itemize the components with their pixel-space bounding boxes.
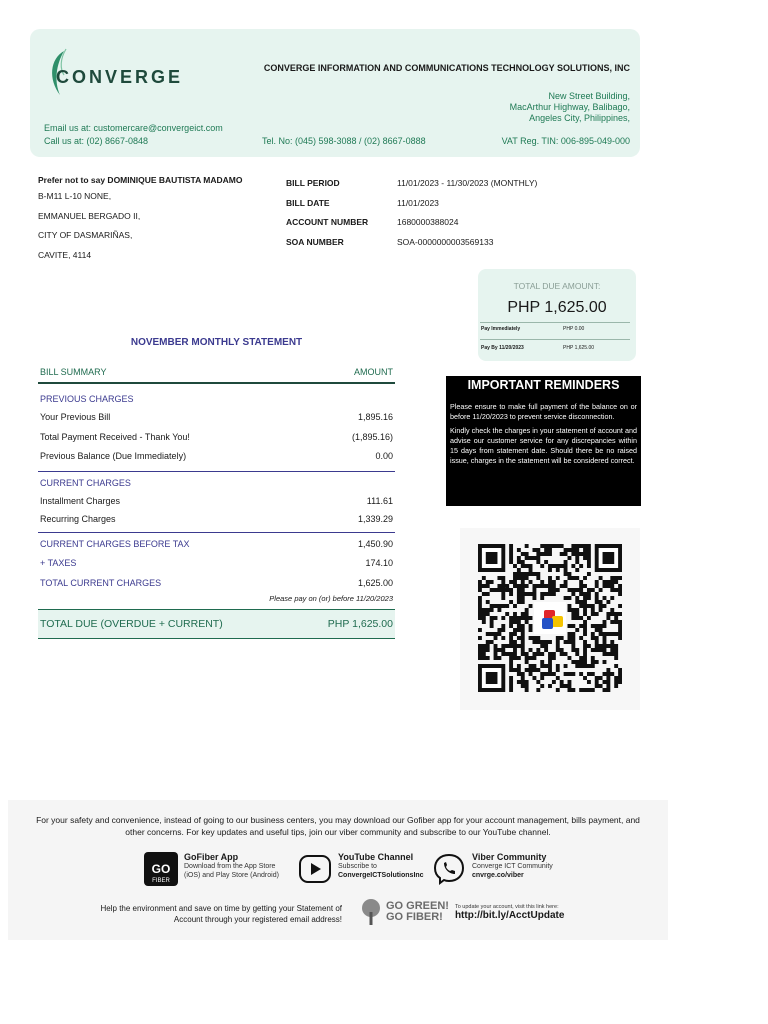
account-number-label: ACCOUNT NUMBER	[286, 217, 369, 227]
youtube-line: Subscribe to	[338, 863, 377, 870]
table-row	[38, 510, 395, 528]
row-label: CURRENT CHARGES BEFORE TAX	[40, 538, 190, 549]
pay-immediately-value: PHP 0.00	[563, 326, 585, 332]
viber-line: Converge ICT Community	[472, 863, 553, 870]
table-row	[38, 447, 395, 467]
total-due-amount: PHP 1,625.00	[507, 299, 607, 316]
reminder-text: Kindly check the charges in your statement of account and advise our customer service for any discrepancies within 15 days from statement date. Should there be no raised issue, charges in the statement will be considered correct.	[450, 426, 637, 465]
pay-before-note: Please pay on (or) before 11/20/2023	[269, 594, 393, 603]
total-due-label: TOTAL DUE (OVERDUE + CURRENT)	[40, 618, 223, 630]
table-row	[38, 428, 395, 448]
account-update-link[interactable]: http://bit.ly/AcctUpdate	[454, 909, 565, 921]
gofiber-icon-fiber: FIBER	[152, 878, 170, 884]
customer-address-line: CITY OF DASMARIÑAS,	[38, 230, 133, 240]
row-label: Your Previous Bill	[40, 412, 111, 422]
youtube-title: YouTube Channel	[338, 852, 414, 862]
row-value: (1,895.16)	[351, 431, 393, 442]
row-value: 0.00	[375, 451, 393, 461]
reminders-title: IMPORTANT REMINDERS	[467, 378, 620, 392]
total-current-row	[38, 574, 395, 594]
soa-number-label: SOA NUMBER	[286, 236, 344, 247]
bill-date-row	[286, 198, 537, 218]
row-value: 174.10	[365, 558, 393, 568]
bill-date-value: 11/01/2023	[397, 197, 439, 208]
total-due-value: PHP 1,625.00	[327, 618, 393, 630]
total-due-box	[478, 269, 636, 361]
total-due-title: TOTAL DUE AMOUNT:	[513, 281, 601, 291]
gofiber-icon-go: GO	[151, 862, 171, 876]
customer-address-block	[38, 175, 268, 265]
reminder-text: Please ensure to make full payment of the balance on or before 11/20/2023 to prevent service disconnection.	[450, 402, 637, 421]
tel-numbers: Tel. No: (045) 598-3088 / (02) 8667-0888	[262, 136, 426, 146]
account-number-row	[286, 217, 537, 237]
email-contact[interactable]: Email us at: customercare@convergeict.com	[44, 123, 223, 133]
customer-name: Prefer not to say DOMINIQUE BAUTISTA MADAMO	[38, 175, 243, 185]
viber-phone-icon	[432, 852, 466, 886]
row-value: 111.61	[366, 495, 393, 506]
vat-registration: VAT Reg. TIN: 006-895-049-000	[501, 136, 630, 146]
youtube-promo[interactable]	[298, 852, 424, 886]
qr-code-icon[interactable]	[478, 544, 622, 692]
pay-immediately-row	[481, 326, 584, 332]
row-value: 1,895.16	[357, 412, 393, 422]
go-green-help-text: Help the environment and save on time by getting your Statement of Account through your registered email address!	[100, 904, 342, 924]
gofiber-title: GoFiber App	[184, 852, 239, 862]
youtube-channel-name: ConvergeICTSolutionsInc	[338, 872, 424, 879]
row-value: 1,339.29	[357, 513, 393, 524]
gofiber-line: (iOS) and Play Store (Android)	[184, 872, 279, 879]
header-banner	[30, 29, 640, 157]
address-line: New Street Building,	[548, 91, 630, 101]
total-due-row	[38, 609, 395, 639]
table-header	[38, 362, 395, 384]
row-label: Recurring Charges	[40, 513, 116, 524]
address-line: MacArthur Highway, Balibago,	[509, 102, 630, 112]
go-fiber-text: GO FIBER!	[386, 911, 443, 923]
before-tax-row	[38, 535, 395, 555]
phone-contact[interactable]: Call us at: (02) 8667-0848	[44, 136, 149, 146]
divider	[38, 471, 395, 472]
account-number-value: 1680000388024	[397, 217, 459, 227]
company-address	[510, 91, 630, 124]
divider	[480, 339, 630, 340]
statement-title: NOVEMBER MONTHLY STATEMENT	[130, 337, 303, 348]
footer-info-text: For your safety and convenience, instead of going to our business centers, you may download our Gofiber app for your account management, bills payment, and other concerns. For key updates and useful tips, join our viber community and subscribe to our YouTube channel.	[36, 815, 640, 837]
company-name: CONVERGE INFORMATION AND COMMUNICATIONS TECHNOLOGY SOLUTIONS, INC	[263, 63, 630, 73]
bill-summary-table	[38, 362, 395, 639]
bill-period-label: BILL PERIOD	[286, 178, 340, 188]
soa-number-row	[286, 237, 537, 257]
logo-text: CONVERGE	[56, 67, 184, 87]
divider	[38, 532, 395, 533]
gofiber-line: Download from the App Store	[184, 863, 276, 870]
taxes-row	[38, 554, 395, 574]
important-reminders	[446, 376, 641, 506]
row-label: Previous Balance (Due Immediately)	[40, 451, 187, 461]
row-label: Total Payment Received - Thank You!	[40, 431, 190, 442]
pay-by-value: PHP 1,625.00	[563, 345, 595, 351]
address-line: Angeles City, Philippines,	[529, 113, 630, 123]
soa-number-value: SOA-0000000003569133	[397, 236, 494, 247]
gofiber-app-promo[interactable]	[144, 852, 279, 886]
previous-charges-title: PREVIOUS CHARGES	[40, 394, 134, 404]
bill-info	[286, 178, 537, 256]
divider	[480, 322, 630, 323]
viber-link[interactable]: cnvrge.co/viber	[472, 872, 524, 879]
row-label: Installment Charges	[40, 495, 121, 506]
column-header: BILL SUMMARY	[40, 367, 107, 377]
row-value: 1,450.90	[357, 538, 393, 549]
column-header: AMOUNT	[354, 367, 393, 377]
customer-address-line: EMMANUEL BERGADO II,	[38, 210, 141, 221]
bill-date-label: BILL DATE	[286, 197, 330, 208]
pay-immediately-label: Pay Immediately	[481, 326, 521, 332]
pay-by-label: Pay By 11/20/2023	[481, 345, 524, 351]
pay-by-row	[481, 345, 594, 351]
row-label: TOTAL CURRENT CHARGES	[40, 577, 162, 588]
customer-address-line: B-M11 L-10 NONE,	[38, 191, 112, 201]
row-label: + TAXES	[40, 558, 77, 568]
youtube-play-icon	[298, 852, 332, 886]
tree-icon	[360, 898, 382, 926]
bill-period-value: 11/01/2023 - 11/30/2023 (MONTHLY)	[397, 178, 538, 188]
bill-period-row	[286, 178, 537, 198]
qr-code-panel	[460, 528, 640, 710]
footer	[8, 800, 668, 940]
update-account-note: To update your account, visit this link here:	[454, 903, 559, 910]
gofiber-app-icon	[144, 852, 178, 886]
viber-promo[interactable]	[432, 852, 553, 886]
customer-address-line: CAVITE, 4114	[38, 249, 92, 260]
viber-title: Viber Community	[472, 852, 547, 862]
table-row	[38, 408, 395, 428]
table-row	[38, 492, 395, 510]
go-green-banner	[360, 898, 564, 926]
row-value: 1,625.00	[357, 577, 393, 588]
go-green-text: GO GREEN!	[386, 900, 449, 912]
current-charges-title: CURRENT CHARGES	[40, 477, 131, 488]
